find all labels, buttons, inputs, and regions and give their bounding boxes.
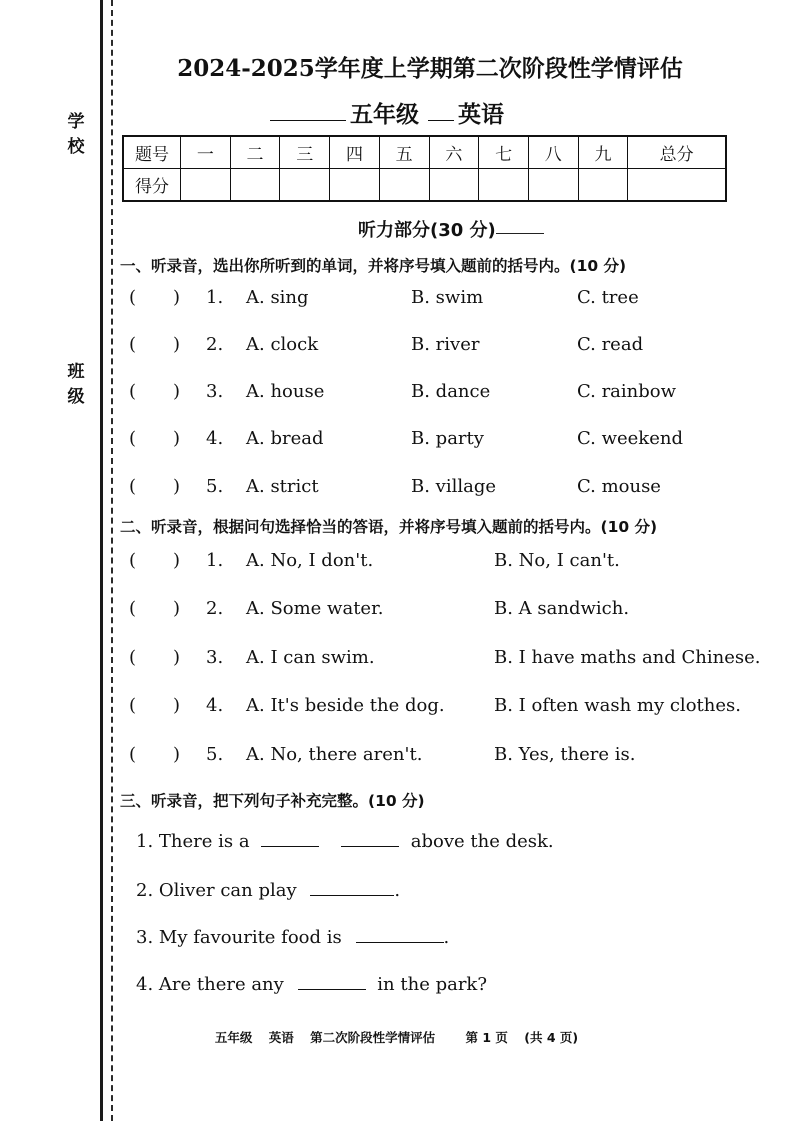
part2-question-2 (0, 598, 793, 624)
option-b: B. village (411, 476, 497, 497)
question-number: 5. (206, 476, 224, 497)
option-a: A. clock (246, 334, 319, 355)
option-b: B. river (411, 334, 480, 355)
score-cell[interactable] (230, 169, 280, 202)
sentence-text: . (394, 880, 401, 901)
question-number: 5. (206, 744, 224, 765)
answer-paren-open[interactable]: ( (129, 476, 137, 497)
question-number: 3. (206, 381, 224, 402)
option-b: B. No, I can't. (494, 550, 620, 571)
part2-question-1 (0, 550, 793, 576)
footer-page-total: (共 4 页) (524, 1030, 579, 1045)
exam-subtitle (270, 96, 590, 130)
listening-section-title: 听力部分(30 分) (358, 220, 496, 241)
school-label (66, 110, 88, 160)
score-col-8: 八 (528, 136, 578, 169)
answer-paren-close[interactable]: ) (173, 476, 181, 497)
option-a: A. It's beside the dog. (246, 695, 445, 716)
part1-question-3 (0, 381, 793, 407)
part1-instruction: 一、听录音，选出你所听到的单词，并将序号填入题前的括号内。(10 分) (120, 257, 627, 275)
fill-blank[interactable] (298, 975, 366, 990)
score-cell[interactable] (479, 169, 529, 202)
answer-paren-close[interactable]: ) (173, 598, 181, 619)
option-c: C. rainbow (577, 381, 677, 402)
score-col-7: 七 (479, 136, 529, 169)
subtitle-blank-1[interactable] (270, 100, 346, 121)
grade-label: 五年级 (350, 102, 419, 128)
option-b: B. swim (411, 287, 484, 308)
score-cell-total[interactable] (628, 169, 726, 202)
part1-question-1 (0, 287, 793, 313)
answer-paren-close[interactable]: ) (173, 381, 181, 402)
answer-paren-open[interactable]: ( (129, 287, 137, 308)
fill-blank[interactable] (310, 881, 394, 896)
question-number: 1. (206, 550, 224, 571)
question-number: 4. (206, 695, 224, 716)
footer-exam-name: 第二次阶段性学情评估 (310, 1030, 436, 1045)
score-label: 得分 (123, 169, 181, 202)
sentence-text: . (443, 927, 450, 948)
answer-paren-open[interactable]: ( (129, 428, 137, 449)
score-table-score-row (123, 169, 726, 202)
option-b: B. A sandwich. (494, 598, 630, 619)
score-col-4: 四 (330, 136, 380, 169)
score-col-3: 三 (280, 136, 330, 169)
option-c: C. read (577, 334, 644, 355)
score-cell[interactable] (181, 169, 231, 202)
part1-question-5 (0, 476, 793, 502)
answer-paren-close[interactable]: ) (173, 428, 181, 449)
part1-question-2 (0, 334, 793, 360)
option-a: A. bread (246, 428, 324, 449)
class-label-text: 班级 (67, 362, 85, 407)
answer-paren-close[interactable]: ) (173, 287, 181, 308)
answer-paren-open[interactable]: ( (129, 695, 137, 716)
score-cell[interactable] (578, 169, 628, 202)
score-col-9: 九 (578, 136, 628, 169)
option-a: A. I can swim. (246, 647, 375, 668)
option-c: C. weekend (577, 428, 683, 449)
score-table (122, 135, 727, 202)
question-number: 1. (206, 287, 224, 308)
option-b: B. Yes, there is. (494, 744, 636, 765)
score-col-5: 五 (379, 136, 429, 169)
section-title-underline (496, 233, 544, 234)
option-a: A. strict (246, 476, 319, 497)
subtitle-blank-2[interactable] (428, 100, 454, 121)
answer-paren-close[interactable]: ) (173, 744, 181, 765)
question-number-label: 题号 (123, 136, 181, 169)
sentence-text: above the desk. (410, 831, 554, 852)
score-col-6: 六 (429, 136, 479, 169)
question-number: 3. (206, 647, 224, 668)
score-table-header-row (123, 136, 726, 169)
answer-paren-open[interactable]: ( (129, 334, 137, 355)
question-number: 2. (206, 598, 224, 619)
option-a: A. No, I don't. (246, 550, 374, 571)
score-cell[interactable] (429, 169, 479, 202)
page-footer (0, 1028, 793, 1046)
option-b: B. I often wash my clothes. (494, 695, 741, 716)
exam-title: 2024-2025学年度上学期第二次阶段性学情评估 (177, 55, 683, 82)
option-a: A. Some water. (246, 598, 384, 619)
option-b: B. party (411, 428, 484, 449)
subject-label: 英语 (458, 102, 504, 128)
option-b: B. dance (411, 381, 491, 402)
fill-blank[interactable] (261, 832, 319, 847)
option-a: A. house (246, 381, 325, 402)
part3-sentence-1 (136, 831, 554, 852)
part3-sentence-4 (136, 974, 487, 995)
score-col-2: 二 (230, 136, 280, 169)
sentence-text: 3. My favourite food is (136, 927, 342, 948)
score-col-1: 一 (181, 136, 231, 169)
sentence-text: 2. Oliver can play (136, 880, 297, 901)
part2-instruction: 二、听录音，根据问句选择恰当的答语，并将序号填入题前的括号内。(10 分) (120, 518, 658, 536)
question-number: 2. (206, 334, 224, 355)
option-a: A. sing (246, 287, 309, 308)
score-cell[interactable] (280, 169, 330, 202)
part2-question-4 (0, 695, 793, 721)
score-col-total: 总分 (628, 136, 726, 169)
answer-paren-open[interactable]: ( (129, 550, 137, 571)
part3-instruction: 三、听录音，把下列句子补充完整。(10 分) (120, 792, 425, 810)
option-a: A. No, there aren't. (246, 744, 423, 765)
part2-question-3 (0, 647, 793, 673)
footer-page-number: 第 1 页 (465, 1030, 508, 1045)
part3-sentence-3 (136, 927, 449, 948)
answer-paren-open[interactable]: ( (129, 381, 137, 402)
sentence-text: 4. Are there any (136, 974, 284, 995)
fill-blank[interactable] (341, 832, 399, 847)
part2-question-5 (0, 744, 793, 770)
school-label-text: 学校 (67, 112, 85, 157)
option-b: B. I have maths and Chinese. (494, 647, 761, 668)
part3-sentence-2 (136, 880, 400, 901)
fill-blank[interactable] (356, 928, 444, 943)
answer-paren-close[interactable]: ) (173, 550, 181, 571)
sentence-text: in the park? (377, 974, 487, 995)
part1-question-4 (0, 428, 793, 454)
answer-paren-open[interactable]: ( (129, 598, 137, 619)
answer-paren-close[interactable]: ) (173, 647, 181, 668)
question-number: 4. (206, 428, 224, 449)
option-c: C. mouse (577, 476, 661, 497)
answer-paren-open[interactable]: ( (129, 744, 137, 765)
answer-paren-close[interactable]: ) (173, 334, 181, 355)
footer-subject: 英语 (268, 1030, 294, 1045)
answer-paren-open[interactable]: ( (129, 647, 137, 668)
score-cell[interactable] (330, 169, 380, 202)
footer-grade: 五年级 (214, 1030, 253, 1045)
answer-paren-close[interactable]: ) (173, 695, 181, 716)
sentence-text: 1. There is a (136, 831, 250, 852)
score-cell[interactable] (528, 169, 578, 202)
score-cell[interactable] (379, 169, 429, 202)
option-c: C. tree (577, 287, 639, 308)
